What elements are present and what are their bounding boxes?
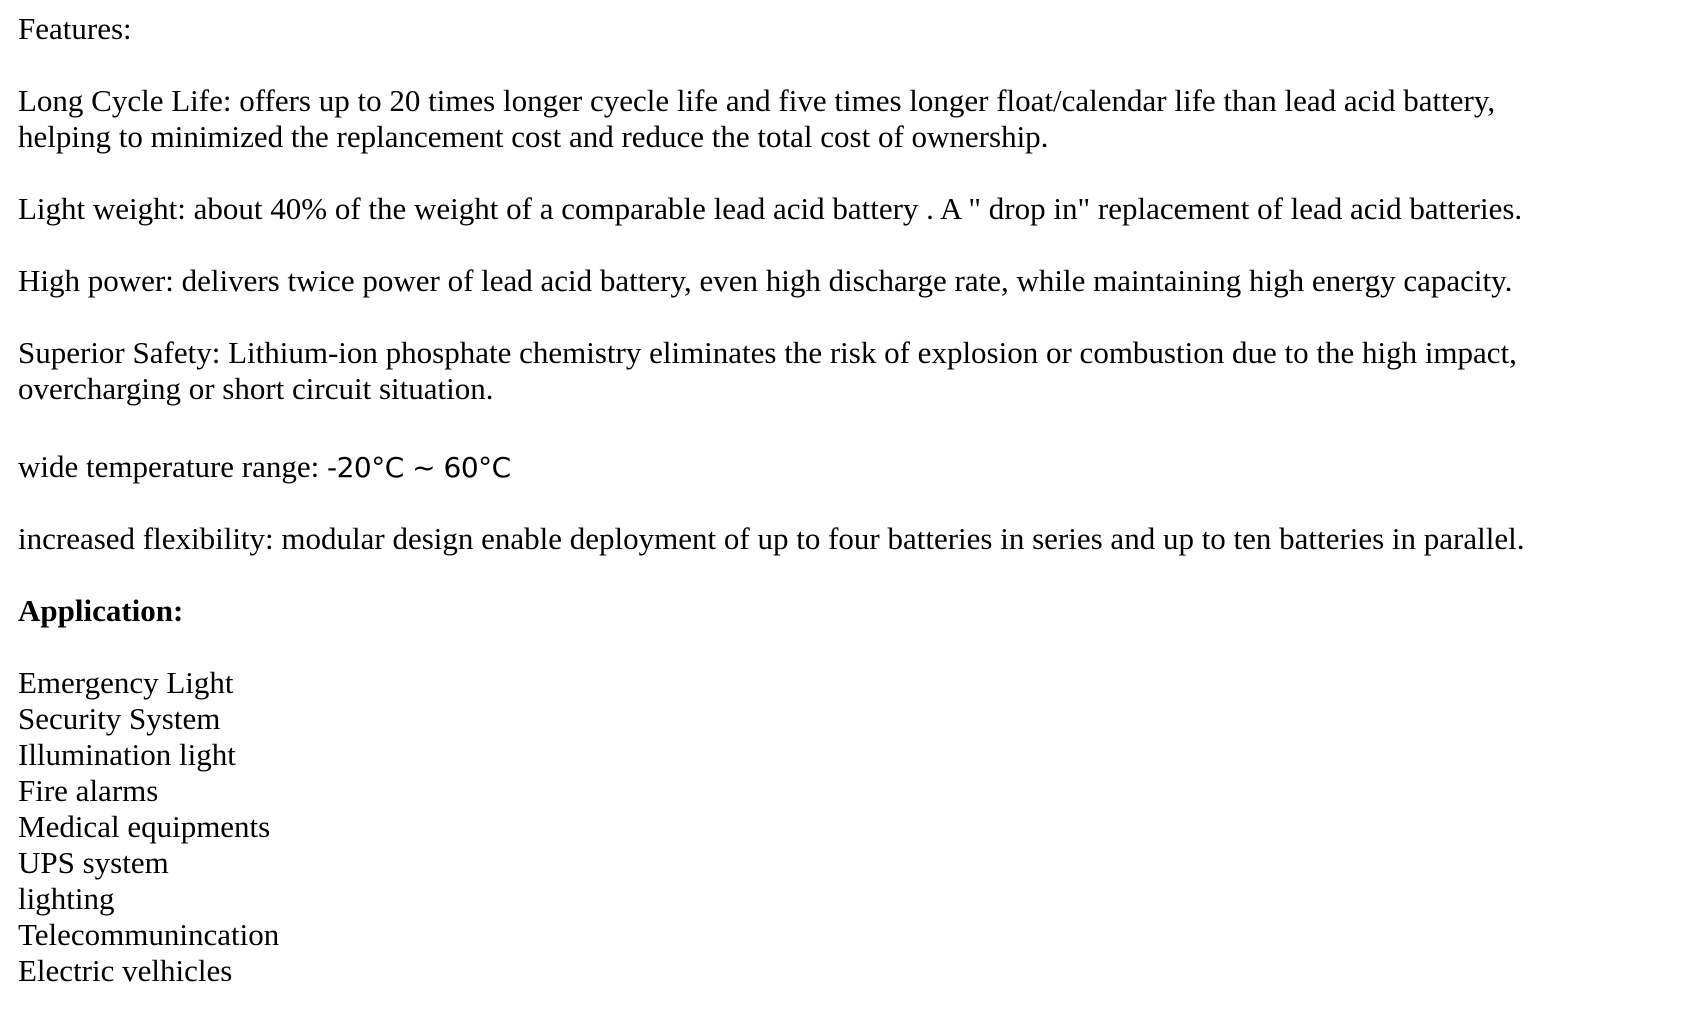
spacer [18,557,1704,593]
spacer [18,299,1704,335]
spacer [18,47,1704,83]
feature-light-weight: Light weight: about 40% of the weight of a comparable lead acid battery . A " drop in" replacement of lead acid batteries. [18,191,1523,226]
spacer [18,629,1704,665]
feature-safety-line-2: overcharging or short circuit situation. [18,371,494,406]
application-item: Fire alarms [18,773,159,808]
spacer [18,155,1704,191]
application-heading: Application: [18,593,184,628]
feature-long-cycle-line-2: helping to minimized the replancement cost and reduce the total cost of ownership. [18,119,1049,154]
application-item: Electric velhicles [18,953,233,988]
application-item: UPS system [18,845,169,880]
spacer [18,407,1704,443]
application-item: Telecommunincation [18,917,280,952]
temperature-value: -20°C ~ 60°C [327,451,511,484]
application-item: Security System [18,701,221,736]
spacer [18,227,1704,263]
feature-temperature [18,449,1704,485]
application-item: Illumination light [18,737,236,772]
spacer [18,485,1704,521]
feature-safety-line-1: Superior Safety: Lithium-ion phosphate chemistry eliminates the risk of explosion or combustion due to the high impact, [18,335,1517,370]
feature-flexibility: increased flexibility: modular design enable deployment of up to four batteries in series and up to ten batteries in parallel. [18,521,1525,556]
application-item: lighting [18,881,115,916]
features-heading: Features: [18,11,132,46]
feature-high-power: High power: delivers twice power of lead acid battery, even high discharge rate, while maintaining high energy capacity. [18,263,1513,298]
application-item: Medical equipments [18,809,271,844]
feature-long-cycle-line-1: Long Cycle Life: offers up to 20 times longer cyecle life and five times longer float/calendar life than lead acid battery, [18,83,1496,118]
temperature-label: wide temperature range: [18,449,327,484]
application-item: Emergency Light [18,665,234,700]
